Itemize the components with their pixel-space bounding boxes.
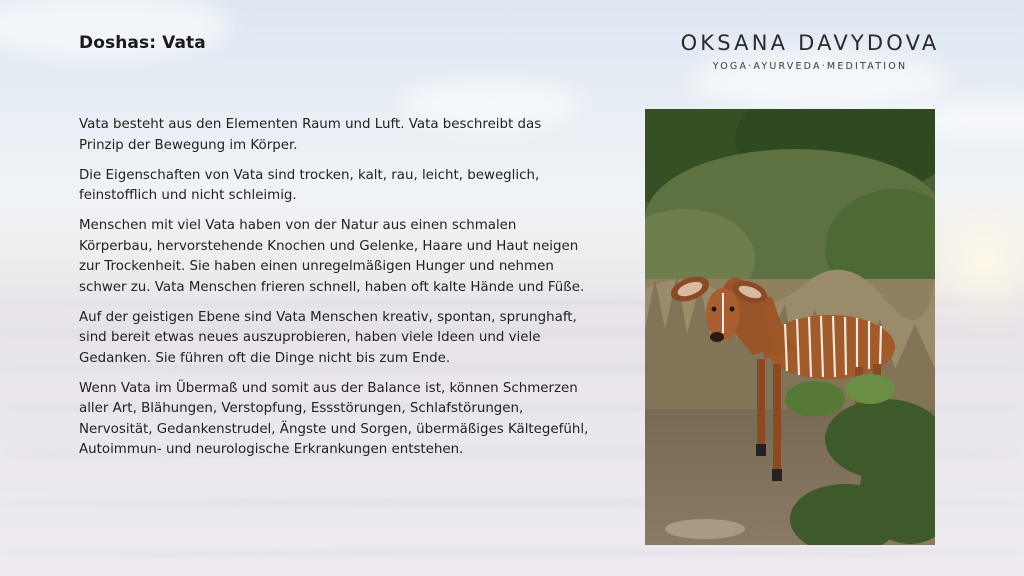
body-text bbox=[79, 115, 589, 470]
brand-tagline: YOGA·AYURVEDA·MEDITATION bbox=[712, 61, 908, 72]
paragraph-elements: Vata besteht aus den Elementen Raum und Luft. Vata beschreibt das Prinzip der Bewegung im Körper. bbox=[79, 117, 542, 153]
brand-name: OKSANA DAVYDOVA bbox=[680, 31, 940, 55]
paragraph-qualities: Die Eigenschaften von Vata sind trocken, kalt, rau, leicht, beweglich, feinstofflich und nicht schleimig. bbox=[79, 167, 540, 203]
slide-title: Doshas: Vata bbox=[79, 33, 206, 53]
antelope-illustration bbox=[645, 109, 935, 545]
paragraph-imbalance: Wenn Vata im Übermaß und somit aus der Balance ist, können Schmerzen aller Art, Blähungen, Verstopfung, Essstörungen, Schlafstörungen, Nervosität, Gedankenstrudel, Ängste und Sorgen, übermäßiges Kältegefühl, Autoimmun- und neurologische Erkrankungen entstehen. bbox=[79, 380, 589, 457]
paragraph-mental-traits: Auf der geistigen Ebene sind Vata Menschen kreativ, spontan, sprunghaft, sind bereit etwas neues auszuprobieren, haben viele Ideen und viele Gedanken. Sie führen oft die Dinge nicht bis zum Ende. bbox=[79, 309, 577, 366]
paragraph-physical-traits: Menschen mit viel Vata haben von der Natur aus einen schmalen Körperbau, hervorstehende Knochen und Gelenke, Haare und Haut neigen zur Trockenheit. Sie haben einen unregelmäßigen Hunger und nehmen schwer zu. Vata Menschen frieren schnell, haben oft kalte Hände und Füße. bbox=[79, 218, 585, 295]
brand-logo bbox=[660, 31, 960, 72]
nyala-antelope-photo bbox=[645, 109, 935, 545]
